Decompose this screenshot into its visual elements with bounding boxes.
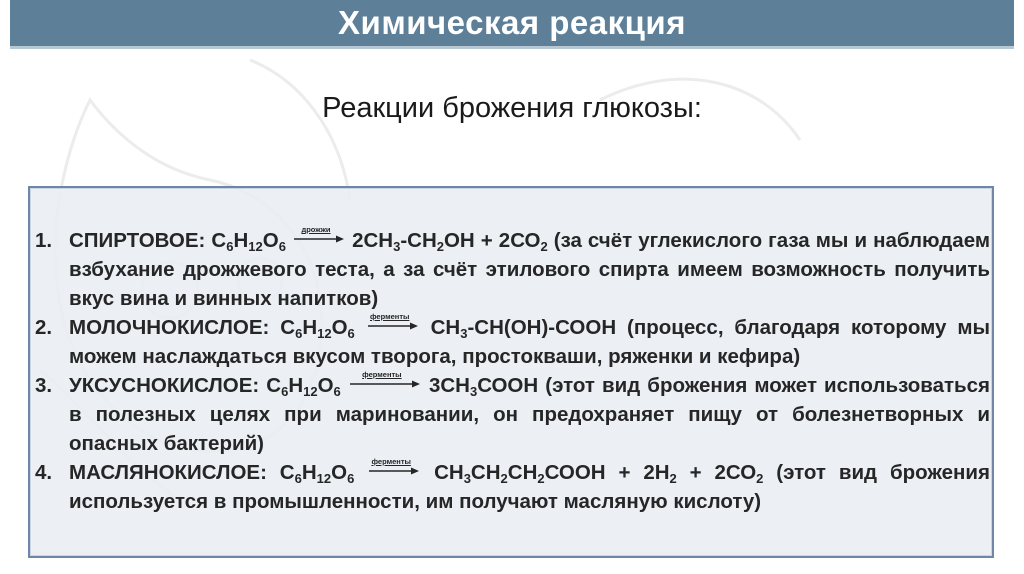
header-title: Химическая реакция	[338, 4, 686, 41]
header-bar	[10, 0, 1014, 49]
list-item	[35, 313, 990, 371]
item-number: 1.	[35, 229, 53, 252]
item-text: УКСУСНОКИСЛОЕ: $С_6Н_{12}О_6$ ферменты $3СН_3СООН$ (этот вид брожения может использоваться в полезных целях при мариновании, он предохраняет пищу от болезнетворных и опасных бактерий)	[69, 370, 991, 455]
item-text: МОЛОЧНОКИСЛОЕ: $С_6Н_{12}О_6$ ферменты $СН_3-СН(ОН)$-СООН (процесс, благодаря которому мы можем наслаждаться вкусом творога, простокваши, ряженки и кефира)	[69, 312, 990, 368]
list-item	[35, 458, 990, 516]
catalyst-label: дрожжи	[301, 225, 331, 234]
reaction-arrow-icon	[350, 370, 420, 390]
catalyst-label: ферменты	[369, 312, 410, 321]
list-item	[35, 371, 990, 458]
list-item	[35, 226, 990, 313]
item-number: 3.	[35, 374, 53, 397]
subtitle: Реакции брожения глюкозы:	[322, 92, 702, 124]
reaction-arrow-icon	[294, 225, 344, 245]
reaction-arrow-icon	[368, 312, 418, 332]
catalyst-label: ферменты	[371, 457, 411, 466]
item-number: 2.	[35, 316, 53, 339]
reaction-arrow-icon	[369, 457, 419, 477]
catalyst-label: ферменты	[362, 370, 402, 379]
item-text: СПИРТОВОЕ: $С_6Н_{12}О_6$ дрожжи $2СН_3-СН_2ОН + 2СО_2$ (за счёт углекислого газа мы и наблюдаем взбухание дрожжевого теста, а за счёт этилового спирта имеем возможность получить вкус вина и винных напитков)	[69, 225, 990, 310]
item-text: МАСЛЯНОКИСЛОЕ: $С_6Н_{12}О_6$ ферменты $СН_3СН_2СН_2СООН + 2Н_2 + 2СО_2$ (этот вид брожения используется в промышленности, им получают масляную кислоту)	[69, 457, 990, 513]
reaction-list	[35, 226, 990, 516]
item-number: 4.	[35, 461, 53, 484]
